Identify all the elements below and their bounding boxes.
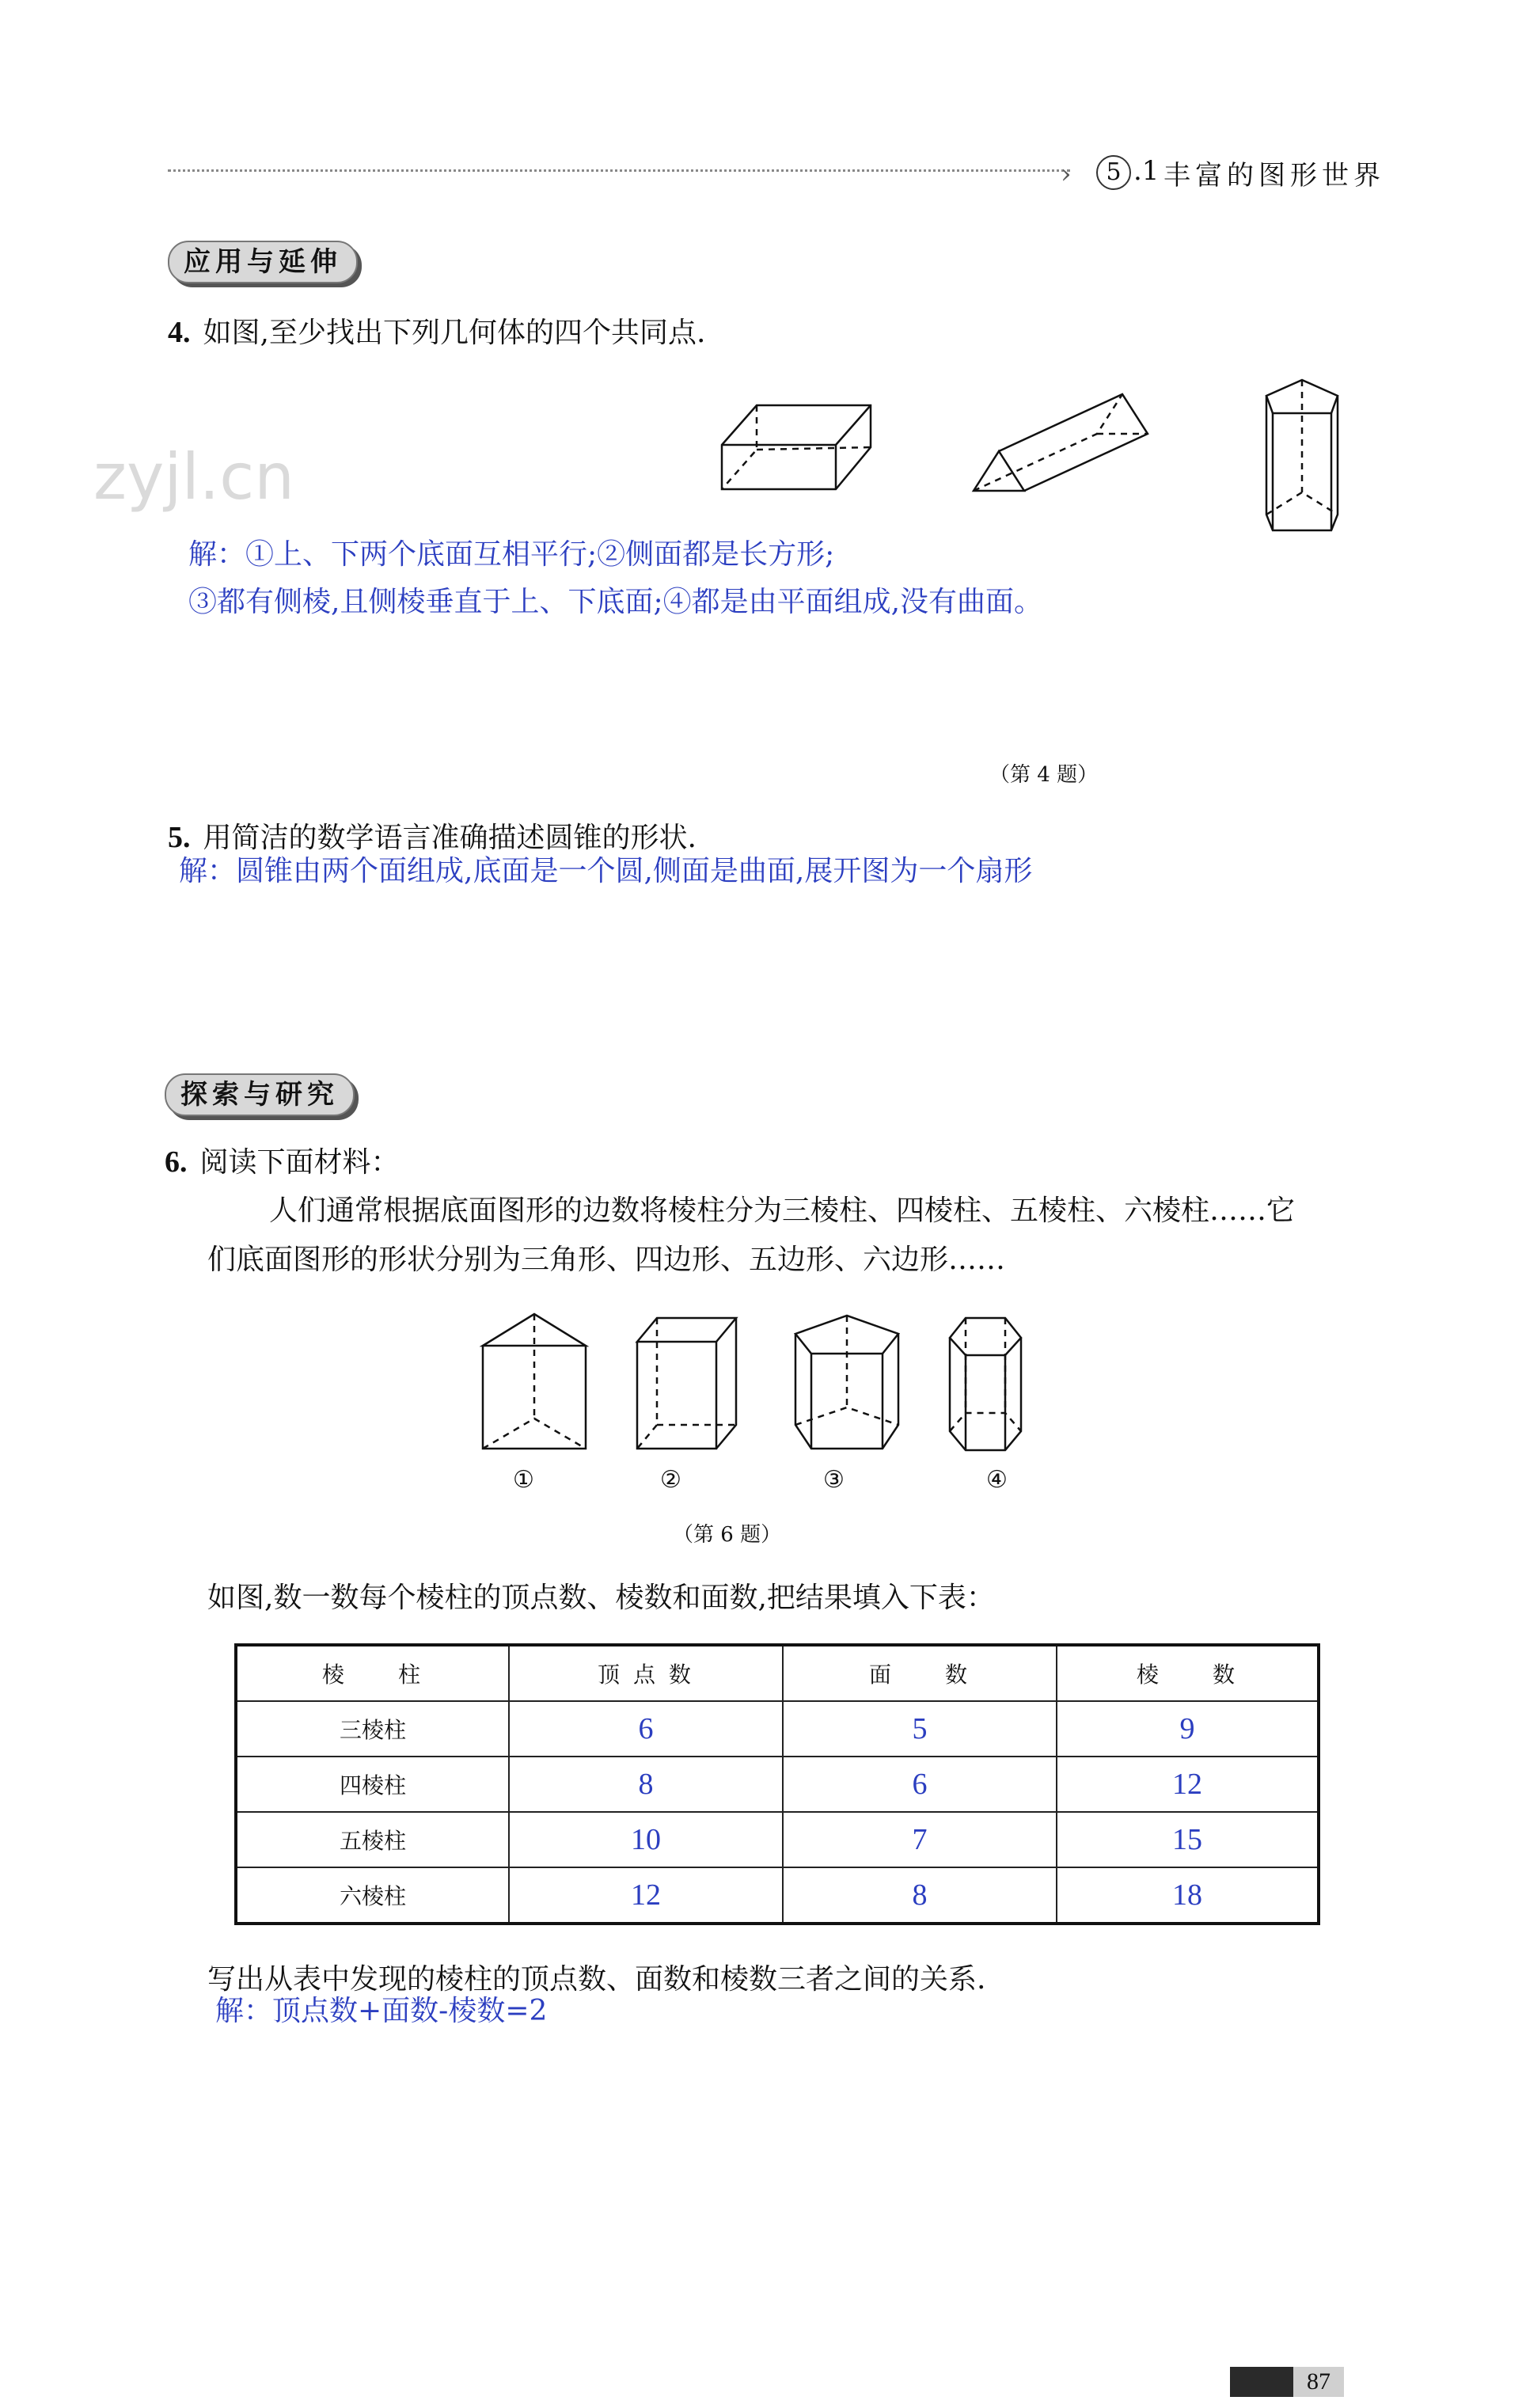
hexagonal-prism bbox=[950, 1318, 1021, 1450]
question-5-number: 5. bbox=[168, 821, 191, 854]
chapter-title: 丰富的图形世界 bbox=[1163, 160, 1385, 192]
header-arrow-icon: › bbox=[1061, 158, 1072, 190]
edges-value: 9 bbox=[1057, 1701, 1319, 1757]
prism-figures bbox=[475, 1306, 1061, 1464]
section-tag-apply: 应用与延伸 bbox=[168, 241, 358, 283]
table-row bbox=[236, 1867, 1319, 1924]
row-name: 四棱柱 bbox=[236, 1757, 509, 1812]
vertices-value: 6 bbox=[509, 1701, 783, 1757]
question-4-answer-line-2: ③都有侧棱,且侧棱垂直于上、下底面;④都是由平面组成,没有曲面。 bbox=[188, 586, 1043, 618]
relation-answer: 解：顶点数+面数-棱数=2 bbox=[215, 1995, 548, 2027]
table-instruction: 如图,数一数每个棱柱的顶点数、棱数和面数,把结果填入下表： bbox=[207, 1582, 995, 1614]
vertices-value: 10 bbox=[509, 1812, 783, 1867]
pentagonal-prism-figure bbox=[1266, 380, 1338, 530]
row-name: 六棱柱 bbox=[236, 1867, 509, 1924]
triangular-prism-figure bbox=[974, 394, 1148, 491]
table-row bbox=[236, 1757, 1319, 1812]
pentagonal-prism bbox=[795, 1316, 898, 1449]
section-number-badge: 5 bbox=[1096, 155, 1131, 190]
vertices-value: 8 bbox=[509, 1757, 783, 1812]
figure-label-4: ④ bbox=[986, 1466, 1008, 1494]
question-6-text: 阅读下面材料： bbox=[199, 1146, 400, 1179]
quadrangular-prism bbox=[637, 1318, 736, 1449]
figure-label-2: ② bbox=[660, 1466, 681, 1494]
edges-value: 12 bbox=[1057, 1757, 1319, 1812]
question-6 bbox=[165, 1140, 400, 1180]
question-4-text: 如图,至少找出下列几何体的四个共同点. bbox=[203, 317, 706, 349]
faces-value: 8 bbox=[783, 1867, 1057, 1924]
section-tag-explore: 探索与研究 bbox=[165, 1073, 355, 1116]
faces-value: 6 bbox=[783, 1757, 1057, 1812]
question-4-number: 4. bbox=[168, 316, 191, 349]
question-5-text: 用简洁的数学语言准确描述圆锥的形状. bbox=[203, 822, 697, 854]
table-row bbox=[236, 1701, 1319, 1757]
watermark: zyjl.cn bbox=[93, 440, 294, 514]
edges-value: 18 bbox=[1057, 1867, 1319, 1924]
triangular-prism bbox=[483, 1314, 586, 1449]
table-row bbox=[236, 1812, 1319, 1867]
faces-value: 7 bbox=[783, 1812, 1057, 1867]
header-edges: 棱 数 bbox=[1057, 1645, 1319, 1701]
prism-count-table bbox=[234, 1643, 1320, 1925]
row-name: 五棱柱 bbox=[236, 1812, 509, 1867]
faces-value: 5 bbox=[783, 1701, 1057, 1757]
material-line-2: 们底面图形的形状分别为三角形、四边形、五边形、六边形…… bbox=[207, 1244, 1006, 1276]
question-4 bbox=[168, 310, 705, 351]
section-suffix: .1 bbox=[1133, 155, 1160, 187]
relation-question: 写出从表中发现的棱柱的顶点数、面数和棱数三者之间的关系. bbox=[207, 1963, 986, 1996]
question-4-caption: （第 4 题） bbox=[989, 763, 1099, 787]
question-6-caption: （第 6 题） bbox=[673, 1523, 782, 1547]
page-number-bar bbox=[1230, 2367, 1293, 2397]
figure-label-3: ③ bbox=[823, 1466, 845, 1494]
header-vertices: 顶 点 数 bbox=[509, 1645, 783, 1701]
edges-value: 15 bbox=[1057, 1812, 1319, 1867]
cuboid-figure bbox=[722, 405, 871, 489]
row-name: 三棱柱 bbox=[236, 1701, 509, 1757]
figure-label-1: ① bbox=[513, 1466, 534, 1494]
question-6-number: 6. bbox=[165, 1145, 188, 1179]
header-faces: 面 数 bbox=[783, 1645, 1057, 1701]
material-line-1: 人们通常根据底面图形的边数将棱柱分为三棱柱、四棱柱、五棱柱、六棱柱……它 bbox=[269, 1195, 1296, 1227]
question-4-figures bbox=[712, 372, 1361, 546]
header-prism: 棱 柱 bbox=[236, 1645, 509, 1701]
page-number: 87 bbox=[1293, 2367, 1344, 2397]
question-4-answer-line-1: 解：①上、下两个底面互相平行;②侧面都是长方形; bbox=[188, 538, 835, 571]
header-divider bbox=[168, 169, 1070, 172]
question-5-answer: 解：圆锥由两个面组成,底面是一个圆,侧面是曲面,展开图为一个扇形 bbox=[179, 855, 1033, 887]
vertices-value: 12 bbox=[509, 1867, 783, 1924]
